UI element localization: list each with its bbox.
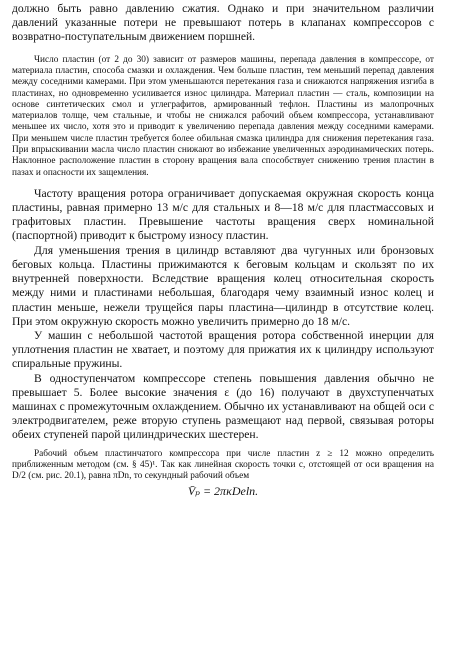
paragraph-small-volume: Рабочий объем пластинчатого компрессора при числе пластин z ≥ 12 можно определить приближенным методом (см. § 45)¹. Так как линейная скорость точки c, отстоящей от оси вращения на D/2 (см. рис. 20.1), равна πDn, то секундный рабочий объем <box>12 448 434 482</box>
paragraph-friction-rings: Для уменьшения трения в цилиндр вставляют два чугунных или бронзовых беговых кольца. Пластины прижимаются к беговым кольцам и скользят по их внутренней поверхности. Вследствие вращения колец относительная скорость между ними и пластинами небольшая, благодаря чему взаимный износ колец и пластин меньше, нежели трущейся пары пластина—цилиндр в отсутствие колец. При этом окружную скорость можно увеличить примерно до 18 м/с. <box>12 243 434 328</box>
formula: V̄ₚ = 2πκDeln. <box>187 484 259 499</box>
paragraph-stages: В одноступенчатом компрессоре степень повышения давления обычно не превышает 5. Более высокие значения ε (до 16) получают в двухступенчатых машинах с промежуточным охлаждением. Обычно их устанавливают на общей оси с электродвигателем, реже вторую ступень размещают над первой, связывая роторы обеих ступеней парой цилиндрических шестерен. <box>12 371 434 442</box>
paragraph-rotation-speed: Частоту вращения ротора ограничивает допускаемая окружная скорость конца пластины, равная примерно 13 м/с для стальных и 8—18 м/с для пластмассовых и графитовых пластин. Превышение частоты вращения сверх номинальной (паспортной) приводит к быстрому износу пластин. <box>12 186 434 243</box>
paragraph-intro: должно быть равно давлению сжатия. Однако и при значительном различии давлений указанные потери не превышают потерь в клапанах компрессоров с возвратно-поступательным движением поршней. <box>12 2 434 44</box>
paragraph-small-plates: Число пластин (от 2 до 30) зависит от размеров машины, перепада давления в компрессоре, от материала пластин, способа смазки и охлаждения. Чем больше пластин, тем меньший перепад давления между соседними камерами. При этом уменьшаются перетекания газа и снижаются напряжения изгиба в пластинах, но одновременно усиливается износ цилиндра. Материал пластин — сталь, композиции на основе синтетических смол и углеграфитов, армированный тефлон. Пластины из малопрочных материалов толще, чем стальные, и чтобы не снижался рабочий объем компрессора, устанавливают меньшее их число, хотя это и приводит к увеличению перепада давления между соседними камерами. При меньшем числе пластин требуется более обильная смазка цилиндра для снижения перетекания газа. При впрыскивании масла число пластин снижают во избежание увеличенных аэродинамических потерь. Наклонное расположение пластин в сторону вращения вала способствует снижению трения пластин в пазах и опасности их защемления. <box>12 54 434 178</box>
paragraph-springs: У машин с небольшой частотой вращения ротора собственной инерции для уплотнения пластин не хватает, и поэтому для прижатия их к цилиндру используют спиральные пружины. <box>12 328 434 371</box>
